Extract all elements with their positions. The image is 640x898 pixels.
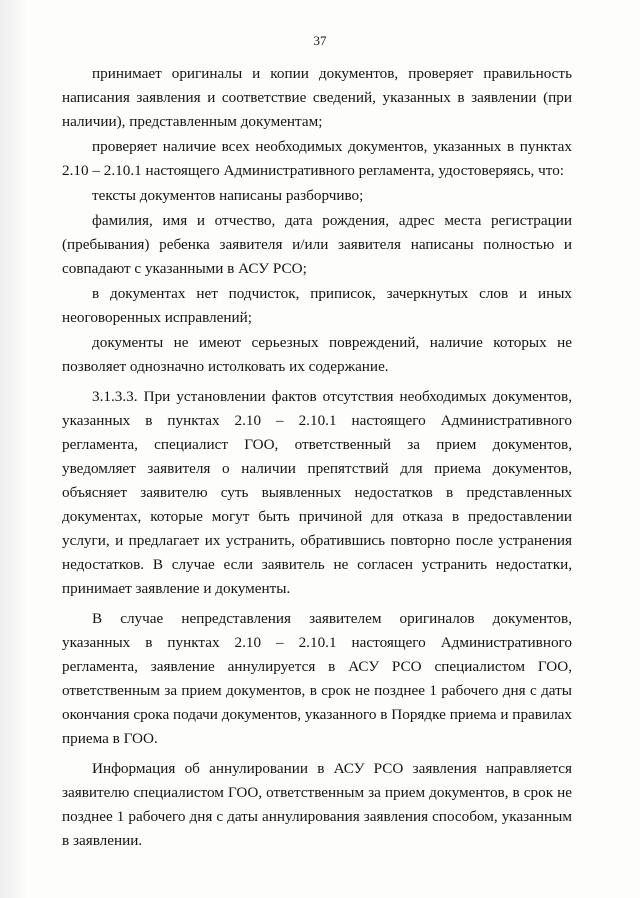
paragraph-originals-not-provided: В случае непредставления заявителем оригиналов документов, указанных в пунктах 2.10 – 2.10.1 настоящего Административного регламента, заявление аннулируется в АСУ РСО специалистом ГОО, ответственным за прием документов, в срок не позднее 1 рабочего дня с даты окончания срока подачи документов, указанного в Порядке приема и правилах приема в ГОО. — [62, 610, 572, 747]
paragraph-3-1-3-3: 3.1.3.3. При установлении фактов отсутствия необходимых документов, указанных в пунктах 2.10 – 2.10.1 настоящего Административного регламента, специалист ГОО, ответственный за прием документов, уведомляет заявителя о наличии препятствий для приема документов, объясняет заявителю суть выявленных недостатков в представленных документах, которые могут быть причиной для отказа в предоставлении услуги, и предлагает их устранить, обратившись повторно после устранения недостатков. В случае если заявитель не согласен устранить недостатки, принимает заявление и документы. — [62, 388, 572, 597]
paragraph-annulment-notice: Информация об аннулировании в АСУ РСО заявления направляется заявителю специалистом ГОО, ответственным за прием документов, в срок не позднее 1 рабочего дня с даты аннулирования заявления способом, указанным в заявлении. — [62, 760, 572, 849]
paragraph-legible-text: тексты документов написаны разборчиво; — [92, 187, 364, 204]
scan-shadow — [0, 0, 28, 898]
document-body — [62, 62, 572, 853]
paragraph-checks-documents: проверяет наличие всех необходимых документов, указанных в пунктах 2.10 – 2.10.1 настоящего Административного регламента, удостоверяясь, что: — [62, 138, 572, 179]
paragraph-accepts-originals: принимает оригиналы и копии документов, проверяет правильность написания заявления и соответствие сведений, указанных в заявлении (при наличии), представленным документам; — [62, 65, 572, 130]
page-number: 37 — [313, 33, 327, 48]
paragraph-names-match: фамилия, имя и отчество, дата рождения, адрес места регистрации (пребывания) ребенка заявителя и/или заявителя написаны полностью и совпадают с указанными в АСУ РСО; — [62, 212, 572, 277]
paragraph-no-damage: документы не имеют серьезных повреждений, наличие которых не позволяет однозначно истолковать их содержание. — [62, 334, 572, 375]
paragraph-no-corrections: в документах нет подчисток, приписок, зачеркнутых слов и иных неоговоренных исправлений; — [62, 285, 572, 326]
